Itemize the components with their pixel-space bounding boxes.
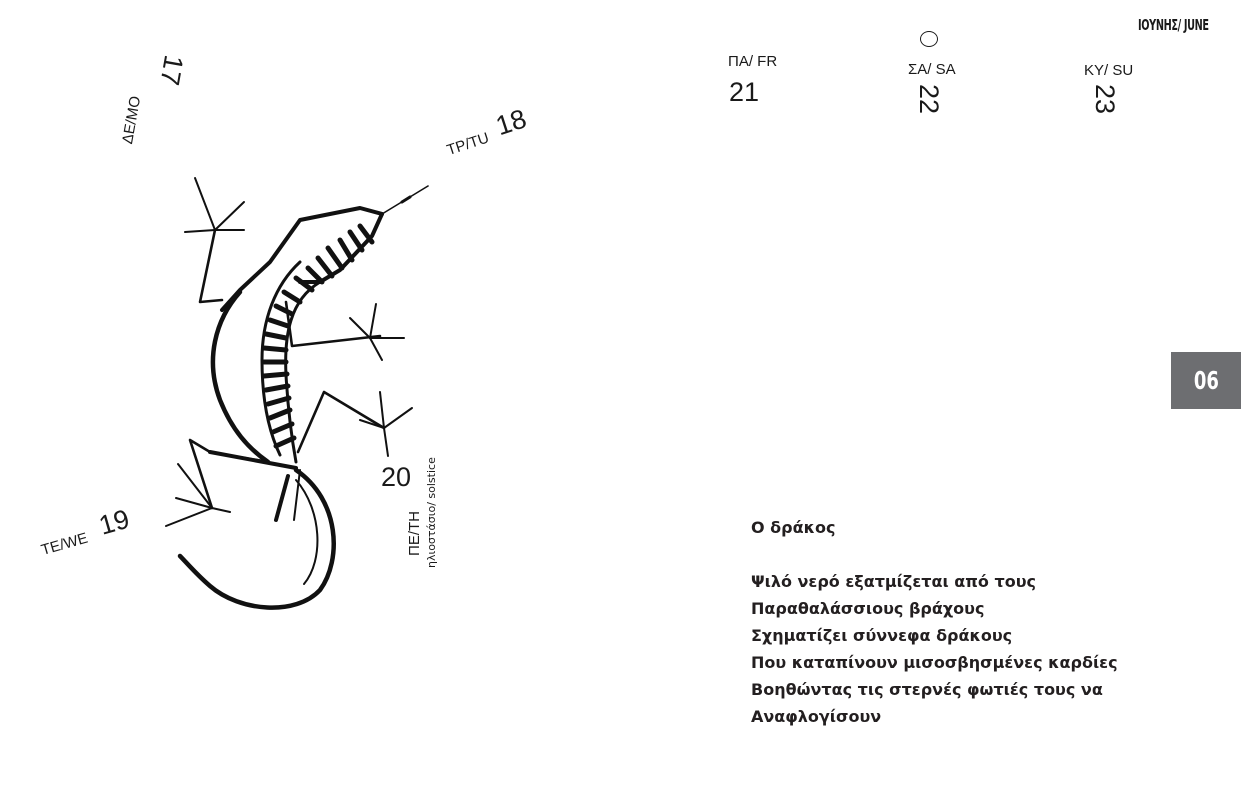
month-tab xyxy=(1171,352,1241,409)
poem-line: Που καταπίνουν μισοσβησμένες καρδίες xyxy=(751,653,1118,672)
day-number-monday: 17 xyxy=(154,52,190,88)
month-tab-label: 06 xyxy=(1193,366,1219,395)
day-number-friday: 21 xyxy=(729,77,760,107)
poem-gap xyxy=(751,541,1118,568)
day-monday xyxy=(119,52,190,146)
day-number-sunday-wrap xyxy=(1089,84,1120,114)
day-label-friday: ΠΑ/ FR xyxy=(728,53,778,70)
poem-line: Σχηματίζει σύννεφα δράκους xyxy=(751,626,1013,645)
day-number-saturday: 22 xyxy=(914,84,944,115)
day-number-sunday: 23 xyxy=(1090,84,1120,115)
day-number-wednesday: 19 xyxy=(95,503,133,541)
day-number-thursday: 20 xyxy=(381,462,412,492)
solstice-note: ηλιοστάσιο/ solstice xyxy=(425,457,438,568)
poem-line: Αναφλογίσουν xyxy=(751,707,882,726)
poem-line: Παραθαλάσσιους βράχους xyxy=(751,599,985,618)
day-label-tuesday: ΤΡ/TU xyxy=(444,129,492,159)
day-label-wednesday: TE/WE xyxy=(39,529,90,559)
day-label-thursday: ΠΕ/TH xyxy=(406,511,423,556)
day-number-tuesday: 18 xyxy=(492,103,531,142)
poem-line: Βοηθώντας τις στερνές φωτιές τους να xyxy=(751,680,1103,699)
day-label-monday: ΔΕ/MO xyxy=(119,94,145,146)
month-header: ΙΟΥΝΗΣ/ JUNE xyxy=(1138,16,1209,34)
poem xyxy=(751,514,1118,730)
day-number-saturday-wrap xyxy=(913,84,944,114)
poem-title: Ο δράκος xyxy=(751,518,836,537)
day-label-saturday: ΣΑ/ SA xyxy=(908,61,956,78)
solstice-note-wrap xyxy=(420,457,439,568)
full-moon-icon xyxy=(920,31,938,47)
day-label-sunday: ΚΥ/ SU xyxy=(1084,62,1134,79)
poem-line: Ψιλό νερό εξατμίζεται από τους xyxy=(751,572,1036,591)
